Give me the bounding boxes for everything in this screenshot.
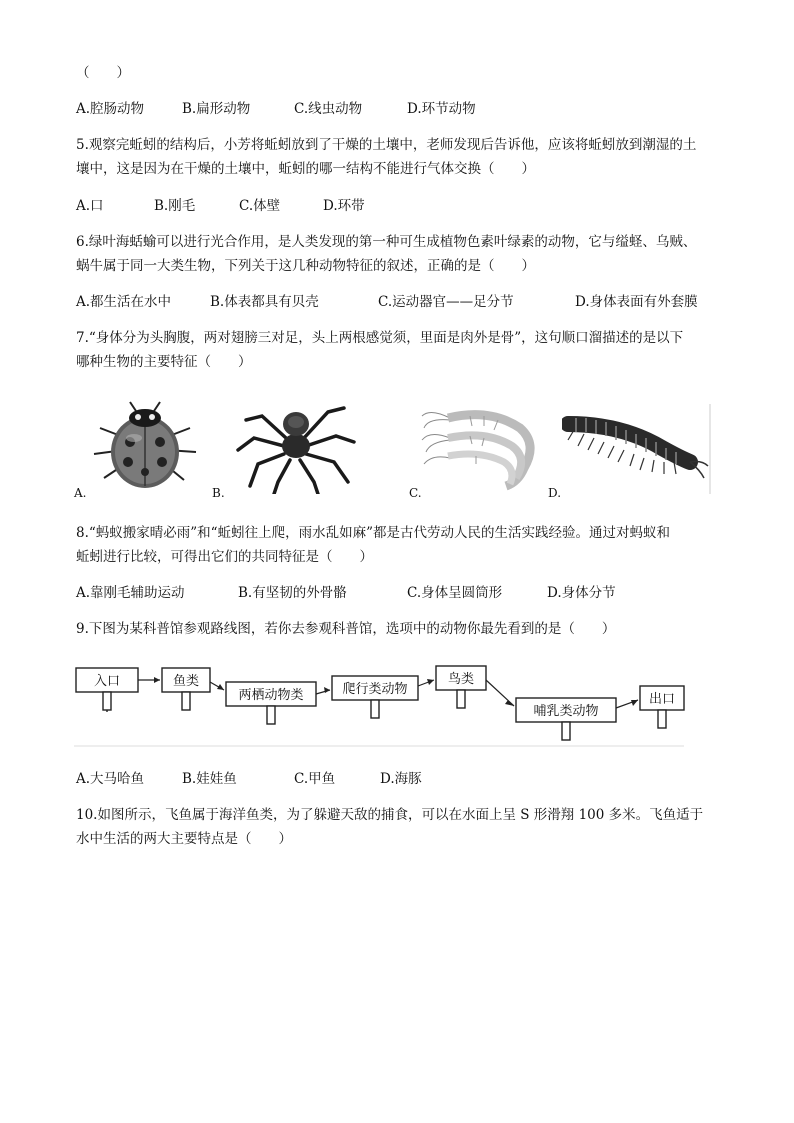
q10-stem-line1: 10.如图所示，飞鱼属于海洋鱼类，为了躲避天敌的捕食，可以在水面上呈 S 形滑翔 100 多米。飞鱼适于 <box>76 807 704 823</box>
q8-stem-line2: 蚯蚓进行比较，可得出它们的共同特征是（ ） <box>76 549 373 565</box>
route-exit: 出口 <box>648 691 676 706</box>
q7-stem-line1: 7.“身体分为头胸腹，两对翅膀三对足，头上两根感觉须，里面是肉外是骨”，这句顺口溜描述的是以下 <box>76 330 684 346</box>
q4-paren: （ ） <box>76 65 130 81</box>
q9-option-b: B.娃娃鱼 <box>182 771 237 787</box>
q7-label-d: D. <box>548 486 562 500</box>
q4-option-a: A.腔肠动物 <box>76 101 145 117</box>
route-mammal: 哺乳类动物 <box>533 703 599 718</box>
q8-stem-line1: 8.“蚂蚁搬家晴必雨”和“蚯蚓往上爬，雨水乱如麻”都是古代劳动人民的生活实践经验。通过对蚂蚁和 <box>76 525 670 541</box>
q6-stem-line2: 蜗牛属于同一大类生物，下列关于这几种动物特征的叙述，正确的是（ ） <box>76 258 535 274</box>
ladybug-image <box>86 398 204 494</box>
q7-label-c: C. <box>409 486 422 500</box>
q7-stem-line2: 哪种生物的主要特征（ ） <box>76 354 252 370</box>
q6-stem-line1: 6.绿叶海蛞蝓可以进行光合作用，是人类发现的第一种可生成植物色素叶绿素的动物，它与缢蛏、乌贼、 <box>76 234 697 250</box>
museum-route-diagram <box>74 654 686 750</box>
spider-image <box>232 398 360 494</box>
route-amphibian: 两栖动物类 <box>238 687 304 702</box>
q6-option-d: D.身体表面有外套膜 <box>575 294 698 310</box>
q9-option-c: C.甲鱼 <box>294 771 336 787</box>
q5-stem-line1: 5.观察完蚯蚓的结构后，小芳将蚯蚓放到了干燥的土壤中，老师发现后告诉他，应该将蚯蚓放到潮湿的土 <box>76 137 697 153</box>
q7-label-b: B. <box>212 486 225 500</box>
q5-option-d: D.环带 <box>323 198 365 214</box>
q6-option-b: B.体表都具有贝壳 <box>210 294 319 310</box>
q4-option-b: B.扁形动物 <box>182 101 251 117</box>
route-fish: 鱼类 <box>172 673 200 688</box>
q8-option-d: D.身体分节 <box>547 585 616 601</box>
millipede-image <box>562 404 712 494</box>
route-entrance: 入口 <box>93 673 121 688</box>
q4-option-d: D.环节动物 <box>407 101 476 117</box>
route-bird: 鸟类 <box>447 671 475 686</box>
route-reptile: 爬行类动物 <box>342 681 408 696</box>
q4-option-c: C.线虫动物 <box>294 101 363 117</box>
shrimp-image <box>420 398 548 494</box>
q9-stem-line1: 9.下图为某科普馆参观路线图，若你去参观科普馆，选项中的动物你最先看到的是（ ） <box>76 621 616 637</box>
q9-option-a: A.大马哈鱼 <box>76 771 145 787</box>
q8-option-b: B.有坚韧的外骨骼 <box>238 585 347 601</box>
q6-option-a: A.都生活在水中 <box>76 294 172 310</box>
q8-option-a: A.靠刚毛辅助运动 <box>76 585 185 601</box>
q8-option-c: C.身体呈圆筒形 <box>407 585 503 601</box>
q5-option-b: B.刚毛 <box>154 198 196 214</box>
q6-option-c: C.运动器官——足分节 <box>378 294 514 310</box>
q7-label-a: A. <box>74 486 87 500</box>
q9-option-d: D.海豚 <box>380 771 422 787</box>
q5-stem-line2: 壤中，这是因为在干燥的土壤中，蚯蚓的哪一结构不能进行气体交换（ ） <box>76 161 535 177</box>
q10-stem-line2: 水中生活的两大主要特点是（ ） <box>76 831 292 847</box>
q5-option-c: C.体壁 <box>239 198 281 214</box>
q5-option-a: A.口 <box>76 198 104 214</box>
